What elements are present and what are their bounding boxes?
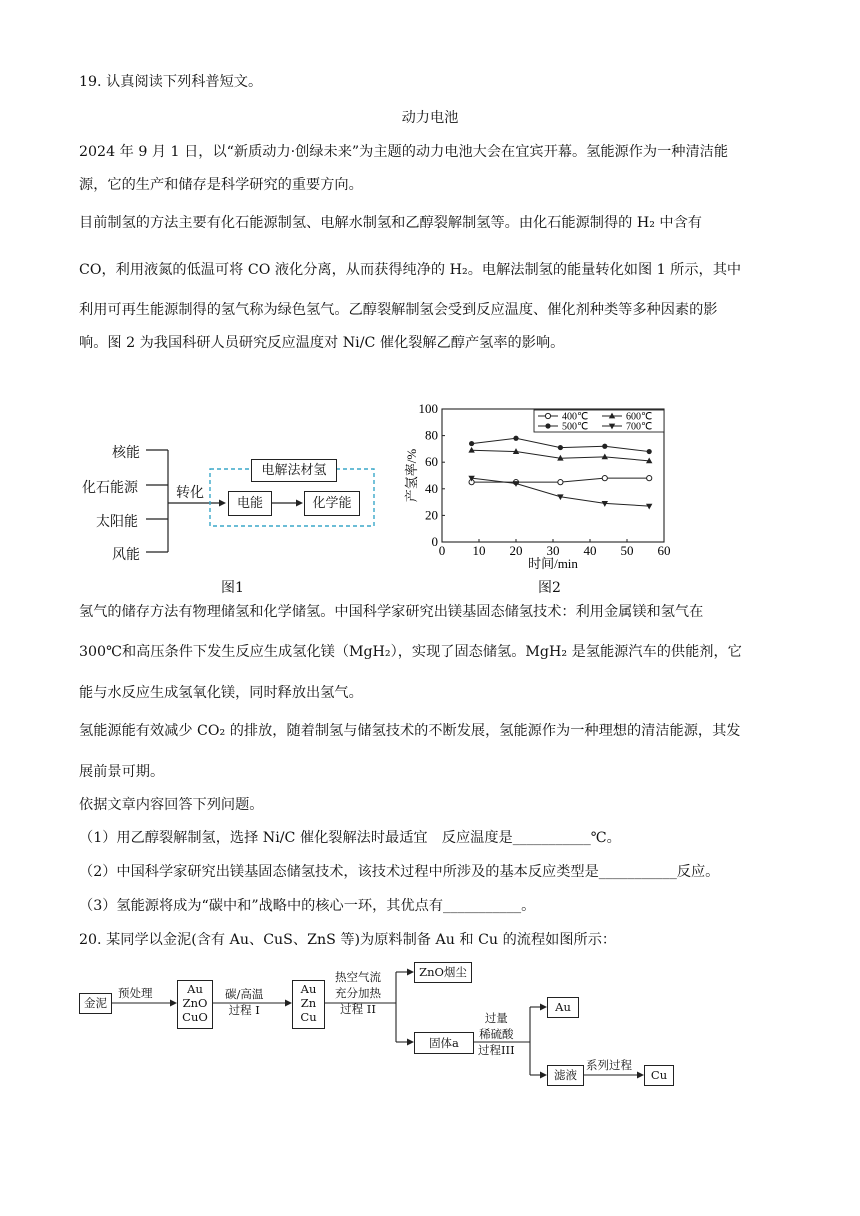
data-point — [602, 453, 608, 459]
p2-line4: 响。图 2 为我国科研人员研究反应温度对 Ni/C 催化裂解乙醇产氢率的影响。 — [79, 335, 565, 351]
x-tick-label: 60 — [657, 543, 671, 558]
y-tick-label: 80 — [425, 427, 438, 443]
data-point — [646, 504, 652, 510]
p2-line1: 目前制氢的方法主要有化石能源制氢、电解水制氢和乙醇裂解制氢等。由化石能源制得的 H₂ 中含有 — [79, 215, 702, 231]
filtrate-box: 滤液 — [547, 1065, 584, 1086]
source-solar: 太阳能 — [96, 514, 138, 530]
box-au-zno-cuo: Au ZnO CuO — [177, 980, 213, 1029]
p4-line2: 展前景可期。 — [79, 764, 165, 780]
step3-label: 过量 稀硫酸 过程III — [478, 1011, 515, 1057]
data-point — [469, 441, 474, 446]
series-1 — [469, 476, 652, 485]
box-au-zn-cu: Au Zn Cu — [292, 980, 325, 1029]
data-point — [558, 480, 563, 485]
source-fossil: 化石能源 — [82, 480, 138, 496]
cu-output-box: Cu — [644, 1065, 674, 1086]
y-tick-label: 0 — [431, 534, 438, 549]
fig2-caption: 图2 — [538, 580, 561, 596]
legend-marker — [545, 413, 550, 418]
x-tick-label: 30 — [546, 543, 560, 558]
step2-label: 热空气流 充分加热 过程 II — [335, 970, 381, 1016]
question-2: （2）中国科学家研究出镁基固态储氢技术，该技术过程中所涉及的基本反应类型是___________反应。 — [79, 864, 720, 880]
data-point — [602, 444, 607, 449]
legend-label: 700℃ — [626, 421, 653, 433]
p2-line2: CO，利用液氮的低温可将 CO 液化分离，从而获得纯净的 H₂。电解法制氢的能量转化如图 1 所示，其中 — [79, 262, 742, 278]
q19-heading: 19. 认真阅读下列科普短文。 — [79, 74, 263, 90]
answer-prompt: 依据文章内容回答下列问题。 — [79, 797, 264, 813]
data-point — [513, 436, 518, 441]
x-tick-label: 50 — [620, 543, 634, 558]
electric-energy-box: 电能 — [228, 491, 272, 516]
data-point — [647, 476, 652, 481]
question-3: （3）氢能源将成为“碳中和”战略中的核心一环，其优点有___________。 — [79, 898, 536, 914]
legend-label: 500℃ — [562, 421, 589, 433]
p3-line3: 能与水反应生成氢氧化镁，同时释放出氢气。 — [79, 685, 363, 701]
fig1-caption: 图1 — [221, 580, 244, 596]
solid-a-box: 固体a — [414, 1032, 474, 1054]
question-1: （1）用乙醇裂解制氢，选择 Ni/C 催化裂解法时最适宜 反应温度是___________℃。 — [79, 830, 621, 846]
data-point — [602, 476, 607, 481]
y-tick-label: 40 — [425, 480, 438, 496]
p4-line1: 氢能源能有效减少 CO₂ 的排放，随着制氢与储氢技术的不断发展，氢能源作为一种理想的清洁能源，其发 — [79, 723, 741, 739]
data-point — [647, 449, 652, 454]
article-title: 动力电池 — [401, 110, 459, 126]
x-tick-label: 20 — [509, 543, 523, 558]
pretreat-label: 预处理 — [118, 986, 153, 1000]
x-tick-label: 40 — [583, 543, 597, 558]
data-point — [558, 445, 563, 450]
q20-heading: 20. 某同学以金泥(含有 Au、CuS、ZnS 等)为原料制备 Au 和 Cu 的流程如图所示： — [79, 932, 617, 948]
au-output-box: Au — [547, 997, 579, 1018]
legend — [534, 410, 664, 433]
step4-label: 系列过程 — [586, 1058, 632, 1072]
x-axis-label: 时间/min — [528, 556, 578, 571]
legend-label: 600℃ — [626, 411, 653, 423]
legend-marker — [545, 423, 550, 428]
step1-label: 碳/高温 过程 I — [225, 987, 264, 1017]
p1-line2: 源，它的生产和储存是科学研究的重要方向。 — [79, 177, 363, 193]
x-tick-label: 10 — [472, 543, 486, 558]
x-tick-label: 0 — [438, 543, 446, 558]
p3-line1: 氢气的储存方法有物理储氢和化学储氢。中国科学家研究出镁基固态储氢技术：利用金属镁和氢气在 — [79, 604, 704, 620]
convert-label: 转化 — [176, 485, 204, 501]
data-point — [468, 447, 474, 453]
gold-mud-box: 金泥 — [79, 993, 112, 1014]
y-tick-label: 100 — [418, 401, 438, 416]
source-nuclear: 核能 — [112, 445, 140, 461]
source-wind: 风能 — [112, 547, 140, 563]
p2-line3: 利用可再生能源制得的氢气称为绿色氢气。乙醇裂解制氢会受到反应温度、催化剂种类等多种因素的影 — [79, 302, 718, 318]
p1-line1: 2024 年 9 月 1 日，以“新质动力·创绿未来”为主题的动力电池大会在宜宾开幕。氢能源作为一种清洁能 — [79, 144, 729, 160]
y-tick-label: 20 — [425, 507, 438, 523]
y-tick-label: 60 — [425, 454, 438, 470]
y-axis-label: 产氢率/% — [404, 448, 419, 503]
p3-line2: 300℃和高压条件下发生反应生成氢化镁（MgH₂），实现了固态储氢。MgH₂ 是氢能源汽车的供能剂，它 — [79, 644, 742, 660]
electrolysis-title: 电解法材氢 — [251, 459, 337, 482]
zno-dust-box: ZnO烟尘 — [414, 962, 472, 983]
legend-label: 400℃ — [562, 411, 589, 423]
chemical-energy-box: 化学能 — [304, 491, 360, 516]
